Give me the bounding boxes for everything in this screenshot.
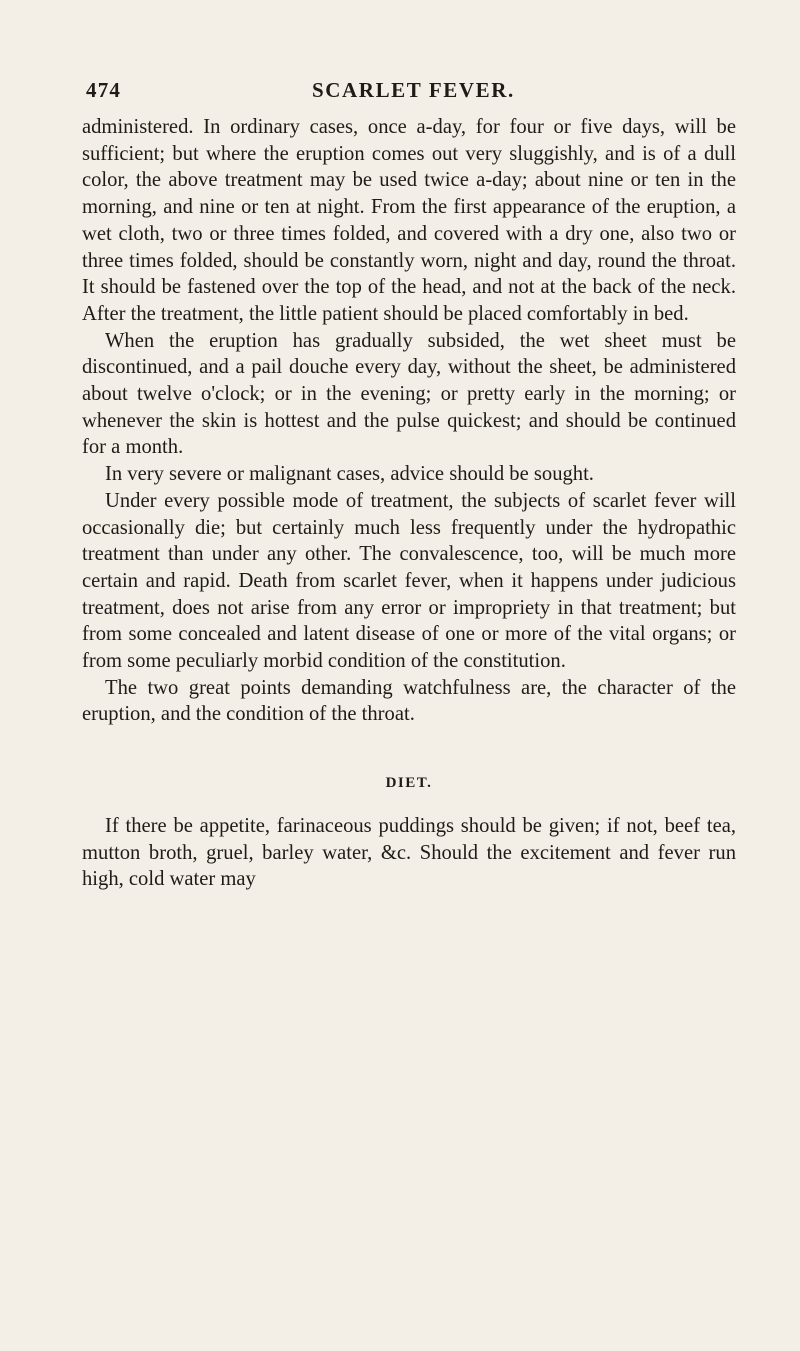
- body-text: [82, 114, 736, 893]
- section-heading-diet: DIET.: [385, 775, 433, 792]
- paragraph-eruption-subsided: When the eruption has gradually subsided, the wet sheet must be discontinued, and a pail douche every day, without the sheet, be administered about twelve o'clock; or in the evening; or pretty early in the morning; or whenever the skin is hottest and the pulse quickest; and should be continued for a month.: [82, 329, 736, 459]
- paragraph-administered: administered. In ordinary cases, once a-day, for four or five days, will be sufficient; but where the eruption comes out very sluggishly, and is of a dull color, the above treatment may be used twice a-day; about nine or ten in the morning, and nine or ten at night. From the first appearance of the eruption, a wet cloth, two or three times folded, and covered with a dry one, also two or three times folded, should be constantly worn, night and day, round the throat. It should be fastened over the top of the head, and not at the back of the neck. After the treatment, the little patient should be placed comfortably in bed.: [82, 116, 736, 325]
- paragraph-treatment-outcomes: Under every possible mode of treatment, the subjects of scarlet fever will occasionally die; but certainly much less frequently under the hydropathic treatment than under any other. The convalescence, too, will be much more certain and rapid. Death from scarlet fever, when it happens under judicious treatment, does not arise from any error or impropriety in that treatment; but from some concealed and latent disease of one or more of the vital organs; or from some peculiarly morbid condition of the constitution.: [82, 489, 736, 673]
- paragraph-watchfulness: The two great points demanding watchfulness are, the character of the eruption, and the condition of the throat.: [82, 676, 736, 726]
- book-page: [82, 78, 736, 893]
- running-title: SCARLET FEVER.: [312, 78, 515, 102]
- running-head: [82, 78, 736, 108]
- paragraph-severe-cases: In very severe or malignant cases, advice should be sought.: [105, 463, 594, 486]
- page-number: 474: [86, 78, 122, 102]
- paragraph-diet: If there be appetite, farinaceous puddings should be given; if not, beef tea, mutton broth, gruel, barley water, &c. Should the excitement and fever run high, cold water may: [82, 814, 736, 891]
